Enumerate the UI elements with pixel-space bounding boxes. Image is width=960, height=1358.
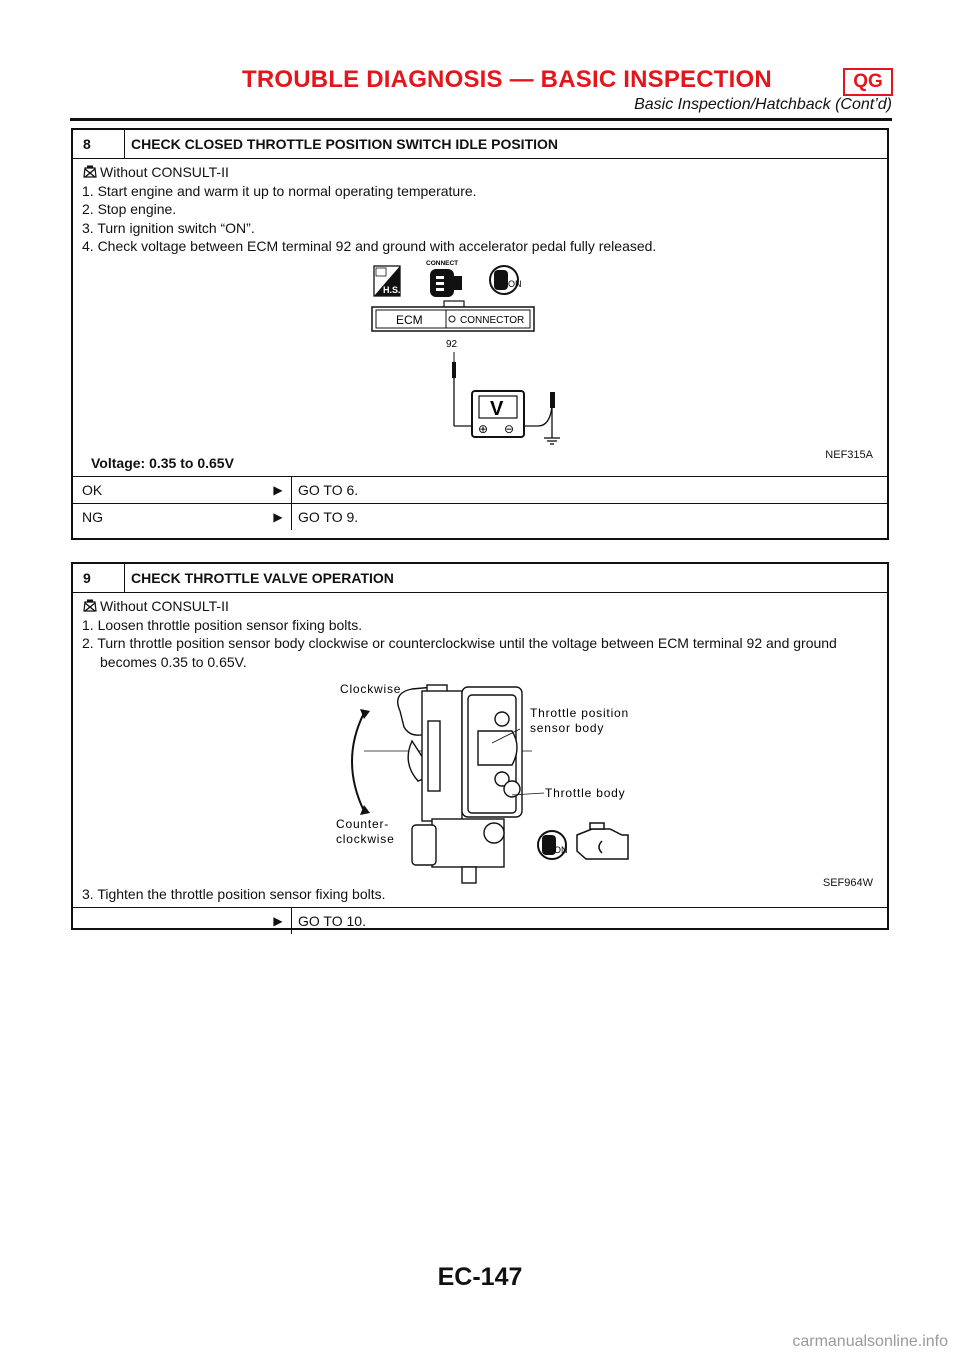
result-label [73,908,265,934]
site-watermark: carmanualsonline.info [792,1333,948,1350]
instruction-line: 3. Turn ignition switch “ON”. [82,219,255,236]
without-consult-line [82,163,879,182]
connector-connect-icon [426,260,462,297]
voltmeter-plus: ⊕ [478,421,489,436]
step-9-number: 9 [73,564,125,592]
instruction-line: 4. Check voltage between ECM terminal 92 and ground with accelerator pedal fully released. [82,238,657,254]
header-divider [70,118,892,121]
instruction-line: 3. Tighten the throttle position sensor fixing bolts. [82,886,386,902]
mode-label: Without CONSULT-II [100,598,229,614]
instruction-line: 1. Start engine and warm it up to normal operating temperature. [82,182,477,199]
step-9-title: CHECK THROTTLE VALVE OPERATION [131,570,394,586]
clockwise-label: Clockwise [340,682,402,696]
throttle-body-diagram [82,671,882,889]
hs-label: H.S. [383,284,401,295]
ecm-voltage-diagram [82,256,882,468]
connector-label: CONNECTOR [460,314,525,326]
step-8-body [73,159,887,476]
ecm-connector-block [372,301,534,331]
step-9-header [73,564,887,593]
voltmeter-label: V [490,397,504,420]
instruction-line: 2. Stop engine. [82,201,177,217]
result-label: OK [82,481,103,498]
hs-icon [374,266,401,296]
engine-icon [577,823,628,859]
throttle-body-label: Throttle body [545,786,626,800]
counterclockwise-label-line1: Counter- [336,817,390,831]
no-consult-icon [82,598,98,614]
step-9-box [71,562,889,930]
step-8-header [73,130,887,159]
ignition-key-on-icon [538,831,568,859]
instruction-line: 1. Loosen throttle position sensor fixing bolts. [82,616,363,633]
result-arrow-icon: ▶ [265,477,292,503]
figure-code: NEF315A [825,448,873,461]
step-9-body [73,593,887,907]
page-header-subtitle: Basic Inspection/Hatchback (Cont’d) [634,96,892,113]
engine-model-badge: QG [843,68,893,96]
result-row-ng [73,503,887,530]
voltage-spec: Voltage: 0.35 to 0.65V [91,454,234,471]
result-row-ok [73,476,887,503]
figure-code: SEF964W [822,877,873,889]
page-header-title: TROUBLE DIAGNOSIS — BASIC INSPECTION [242,66,772,93]
result-arrow-icon: ▶ [265,504,292,530]
ecm-voltage-check-figure [82,256,879,468]
no-consult-icon [82,164,98,180]
tps-body-label-line1: Throttle position [530,706,629,720]
result-action: GO TO 9. [298,508,359,525]
result-row [73,907,887,934]
instruction-line: 2. Turn throttle position sensor body clockwise or counterclockwise until the voltage between ECM terminal 92 and ground [82,635,837,651]
tps-body-label-line2: sensor body [530,721,605,735]
step-8-box [71,128,889,540]
page-number: EC-147 [437,1263,523,1291]
rotation-arrow-icon [352,709,370,815]
ecm-label: ECM [396,312,423,327]
voltmeter-icon [472,391,524,437]
instruction-line-continued: becomes 0.35 to 0.65V. [100,653,247,670]
mode-label: Without CONSULT-II [100,164,229,180]
result-arrow-icon: ▶ [265,908,292,934]
counterclockwise-label-line2: clockwise [336,832,395,846]
terminal-92-label: 92 [446,338,458,350]
step-8-number: 8 [73,130,125,158]
result-action: GO TO 6. [298,481,359,498]
key-on-label: ON [554,845,568,855]
result-label: NG [82,508,103,525]
result-action: GO TO 10. [298,913,366,929]
voltmeter-minus: ⊖ [504,421,515,436]
connect-label: CONNECT [426,259,459,267]
without-consult-line [82,597,879,616]
throttle-body-figure [82,671,879,889]
key-on-label: ON [508,278,522,289]
throttle-body-illustration [398,685,522,883]
step-8-title: CHECK CLOSED THROTTLE POSITION SWITCH IDLE POSITION [131,136,559,152]
ignition-key-on-icon [490,266,522,294]
